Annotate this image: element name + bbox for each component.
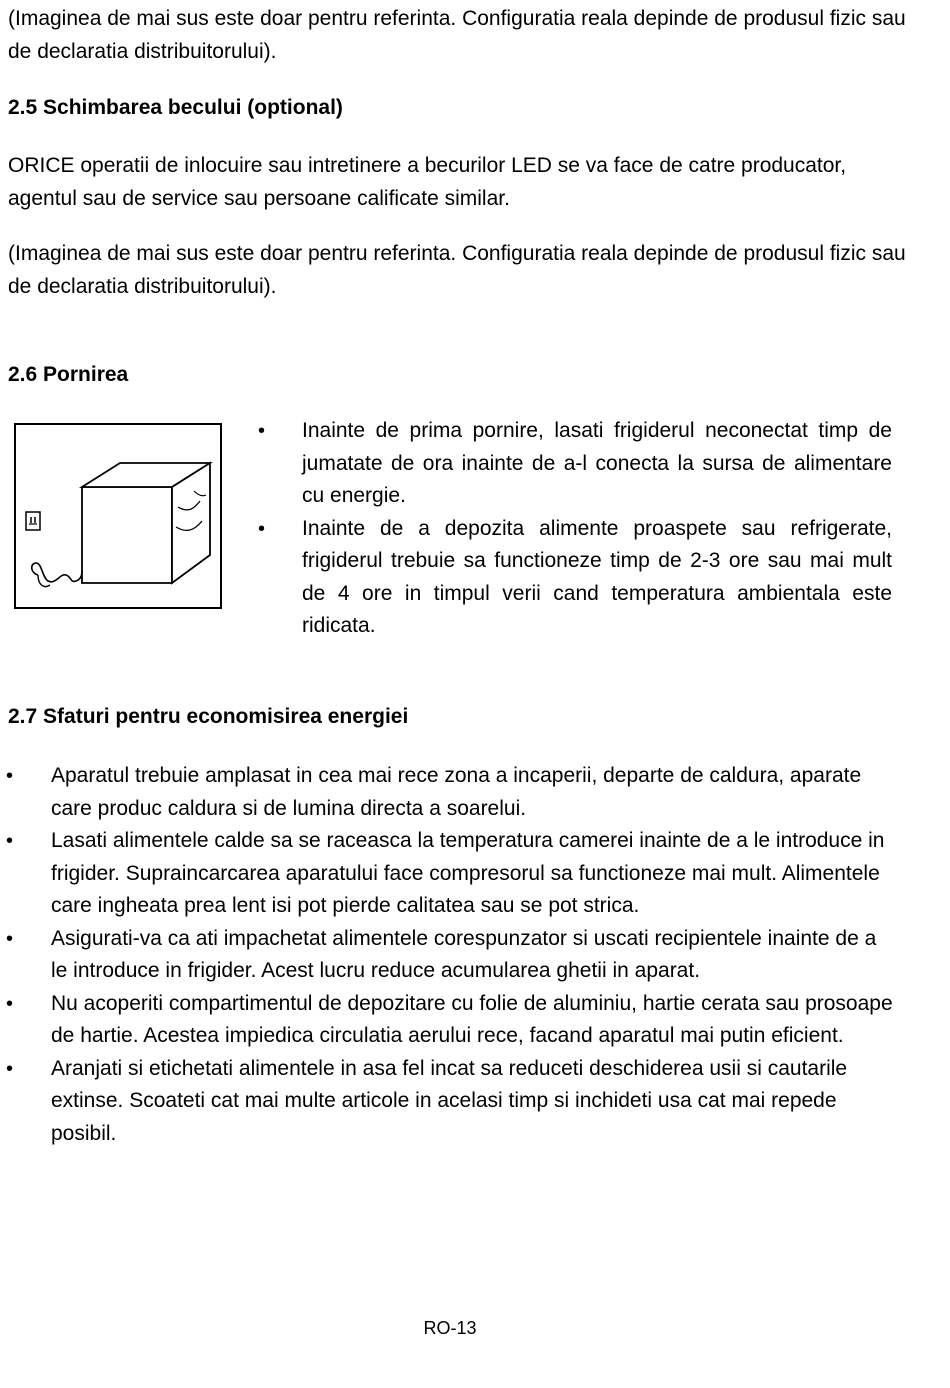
bullet-icon: • xyxy=(6,830,14,852)
bullet-icon: • xyxy=(6,1057,14,1080)
fridge-plug-illustration xyxy=(14,423,222,609)
list-item xyxy=(258,415,892,513)
page-number: RO-13 xyxy=(423,1318,477,1338)
list-item xyxy=(6,988,896,1053)
energy-saving-tips-list xyxy=(6,760,896,1150)
energy-tip-text: Aranjati si etichetati alimentele in asa fel incat sa reduceti deschiderea usii si cautarile extinse. Scoateti cat mai multe articole in acelasi timp si inchideti usa cat mai repede posibil. xyxy=(51,1056,848,1145)
startup-item-text: Inainte de prima pornire, lasati frigiderul neconectat timp de jumatate de ora inainte de a-l conecta la sursa de alimentare cu energie. xyxy=(302,419,892,507)
energy-tip-text: Nu acoperiti compartimentul de depozitare cu folie de aluminiu, hartie cerata sau prosoape de hartie. Acestea impiedica circulatia aerului rece, facand aparatul mai putin eficient. xyxy=(51,991,893,1047)
reference-note-bottom: (Imaginea de mai sus este doar pentru referinta. Configuratia reala depinde de produsul fizic sau de declaratia distribuitorului). xyxy=(8,242,906,298)
section-2-7-title: 2.7 Sfaturi pentru economisirea energiei xyxy=(8,705,409,728)
list-item xyxy=(258,513,892,643)
startup-instructions-list xyxy=(258,415,892,643)
bullet-icon: • xyxy=(6,992,14,1015)
section-2-6-title: 2.6 Pornirea xyxy=(8,363,129,386)
energy-tip-text: Lasati alimentele calde sa se raceasca la temperatura camerei inainte de a le introduce in frigider. Supraincarcarea aparatului face compresorul sa functioneze mai mult. Alimentele care ingheata prea lent isi pot pierde calitatea sau se pot strica. xyxy=(51,829,885,917)
section-2-5-title: 2.5 Schimbarea becului (optional) xyxy=(8,96,343,119)
bullet-icon: • xyxy=(6,765,14,787)
list-item xyxy=(6,760,896,825)
energy-tip-text: Asigurati-va ca ati impachetat alimentele corespunzator si uscati recipientele inainte de a le introduce in frigider. Acest lucru reduce acumularea ghetii in aparat. xyxy=(51,926,877,982)
fridge-drawing xyxy=(16,425,220,607)
bulb-replacement-text: ORICE operatii de inlocuire sau intretinere a becurilor LED se va face de catre producator, agentul sau de service sau persoane calificate similar. xyxy=(8,154,847,210)
energy-tip-text: Aparatul trebuie amplasat in cea mai rece zona a incaperii, departe de caldura, aparate care produc caldura si de lumina directa a soarelui. xyxy=(51,764,862,820)
startup-item-text: Inainte de a depozita alimente proaspete sau refrigerate, frigiderul trebuie sa functioneze timp de 2-3 ore sau mai mult de 4 ore in timpul verii cand temperatura ambientala este ridicata. xyxy=(302,516,892,637)
list-item xyxy=(6,923,896,988)
bullet-icon: • xyxy=(6,927,14,950)
list-item xyxy=(6,825,896,923)
reference-note-top: (Imaginea de mai sus este doar pentru referinta. Configuratia reala depinde de produsul fizic sau de declaratia distribuitorului). xyxy=(8,7,906,63)
bullet-icon: • xyxy=(258,517,266,540)
bullet-icon: • xyxy=(258,420,266,442)
list-item xyxy=(6,1053,896,1151)
